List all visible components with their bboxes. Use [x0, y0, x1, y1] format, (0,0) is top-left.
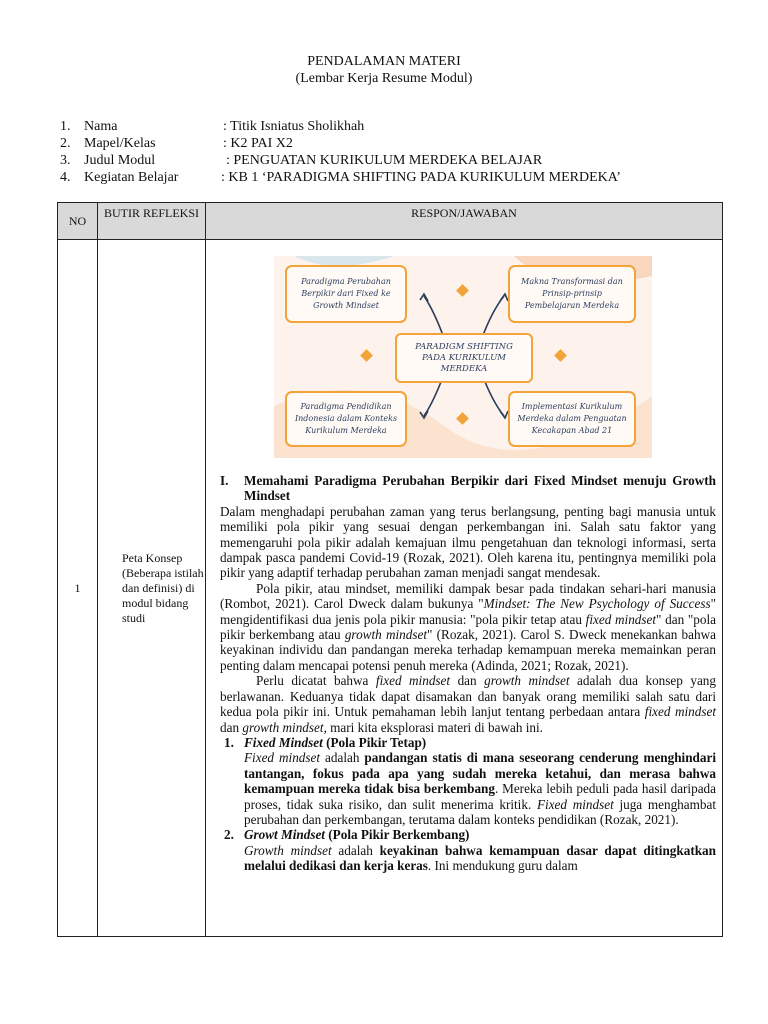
meta-number: 3.: [60, 153, 71, 168]
concept-map-image: [274, 256, 652, 458]
meta-value: : KB 1 ‘PARADIGMA SHIFTING PADA KURIKULUM MERDEKA’: [221, 170, 621, 185]
book-title: Mindset: The New Psychology of Success: [483, 596, 711, 612]
term-fixed: Fixed mindset: [536, 796, 614, 812]
table-row: [58, 240, 723, 937]
text-run: adalah: [331, 842, 380, 858]
meta-number: 1.: [60, 119, 71, 134]
meta-number: 4.: [60, 170, 71, 185]
title-subtitle: (Lembar Kerja Resume Modul): [295, 71, 473, 86]
text-run: adalah dua konsep yang berlawanan. Keduanya tidak dapat disamakan dan banyak orang memiliki salah satu dari kedua pola pikir ini. Untuk pemahaman lebih lanjut tentang perbedaan antara: [220, 673, 716, 720]
text-run: , mari kita eksplorasi materi di bawah ini.: [323, 719, 543, 735]
meta-value: : Titik Isniatus Sholikhah: [223, 119, 365, 134]
document-title: [0, 53, 768, 87]
section-heading: [220, 473, 716, 504]
box-center-line: MERDEKA: [440, 364, 488, 374]
box-bottom-right-line: Merdeka dalam Penguatan: [517, 414, 627, 423]
reflection-table: [57, 202, 723, 937]
text-run: Pola pikir, atau mindset, memiliki dampak besar pada tindakan sehari-hari manusia (Rombot, 2021). Carol Dweck dalam bukunya ": [220, 580, 716, 612]
box-bottom-left-line: Kurikulum Merdeka: [305, 426, 387, 435]
table-header-row: [58, 203, 723, 240]
term-growth: growth mindset: [344, 627, 427, 643]
term-growth: Growth mindset: [244, 842, 332, 858]
paragraph: [220, 504, 716, 581]
box-bottom-right-line: Kecakapan Abad 21: [531, 426, 613, 435]
sub-title-italic: Fixed Mindset: [244, 734, 323, 750]
text-run: . Mereka lebih peduli pada hasil daripada proses, tidak suka risiko, dan sulit menerima kritik.: [244, 781, 716, 812]
row-response: [206, 240, 723, 937]
box-top-right-line: Pembelajaran Merdeka: [524, 301, 620, 310]
header-no: NO: [58, 203, 98, 240]
text-run: juga menghambat perubahan dan perkembangan, terutama dalam konteks pendidikan (Rozak, 2021).: [244, 796, 716, 827]
paragraph-fixed: [220, 750, 716, 827]
response-text: [220, 473, 716, 874]
term-growth: growth mindset: [242, 719, 324, 735]
text-run: adalah: [320, 750, 365, 766]
paragraph-text: Dalam menghadapi perubahan zaman yang terus berlangsung, penting bagi manusia untuk memiliki pola pikir yang sesuai dengan perkembangan ini. Salah satu faktor yang memengaruhi pola pikir adalah kemajuan ilmu pengetahuan dan teknologi informasi, serta dampak pasca pandemi Covid-19 (Rozak, 2021). Oleh karena itu, pentingnya memiliki pola pikir yang adaptif terhadap perubahan zaman menjadi sangat mendesak.: [220, 503, 716, 581]
box-top-right-line: Makna Transformasi dan: [521, 277, 623, 286]
bold-definition: pandangan statis di mana seseorang cenderung menghindari tantangan, fokus pada apa yang sudah mereka ketahui, dan merasa bahwa kemampuan mereka tidak bisa berkembang: [244, 750, 717, 797]
sub-title-rest: (Pola Pikir Tetap): [322, 734, 427, 750]
row-number: 1: [58, 240, 98, 937]
text-run: Perlu dicatat bahwa: [256, 673, 376, 689]
text-run: " mengidentifikasi dua jenis pola pikir manusia: "pola pikir tetap atau: [220, 596, 716, 627]
box-center-line: PADA KURIKULUM: [422, 353, 506, 363]
sub-number: 2.: [224, 827, 234, 843]
subheading-fixed: [220, 735, 716, 750]
text-run: dan: [220, 719, 243, 735]
paragraph: [220, 581, 716, 673]
box-bottom-right-line: Implementasi Kurikulum: [521, 402, 623, 411]
header-respon: RESPON/JAWABAN: [206, 203, 723, 240]
box-top-right-line: Prinsip-prinsip: [542, 289, 602, 298]
sub-number: 1.: [224, 734, 234, 750]
term-fixed: fixed mindset: [375, 673, 451, 689]
text-run: dan: [450, 673, 485, 689]
meta-label: Judul Modul: [84, 153, 156, 168]
term-fixed: Fixed mindset: [244, 750, 321, 766]
box-center-line: PARADIGM SHIFTING: [415, 342, 513, 352]
box-top-left-line: Paradigma Perubahan: [301, 277, 391, 286]
text-run: . Ini mendukung guru dalam: [427, 858, 578, 874]
row-butir: Peta Konsep (Beberapa istilah dan definisi) di modul bidang studi: [98, 240, 206, 937]
term-fixed: fixed mindset: [644, 704, 716, 720]
text-run: " dan "pola pikir berkembang atau: [220, 611, 717, 643]
bold-definition: keyakinan bahwa kemampuan dasar dapat ditingkatkan melalui dedikasi dan kerja keras: [244, 842, 716, 874]
section-title: Memahami Paradigma Perubahan Berpikir dari Fixed Mindset menuju Growth Mindset: [244, 473, 716, 504]
meta-label: Nama: [84, 119, 118, 134]
text-run: " (Rozak, 2021). Carol S. Dweck menekankan bahwa keyakinan individu dan pandangan mereka terhadap kemampuan mereka memainkan peran penting dalam mencapai potensi penuh mereka (Adinda, 2021; Rozak, 2021).: [220, 627, 716, 673]
term-growth: growth mindset: [484, 673, 570, 689]
title-main: PENDALAMAN MATERI: [307, 54, 461, 69]
meta-label: Mapel/Kelas: [84, 136, 156, 151]
paragraph-growth: [220, 843, 716, 874]
box-bottom-left-line: Paradigma Pendidikan: [300, 402, 392, 411]
section-number: I.: [220, 473, 229, 488]
box-top-left-line: Berpikir dari Fixed ke: [301, 289, 391, 298]
meta-value: : K2 PAI X2: [223, 136, 293, 151]
term-fixed: fixed mindset: [585, 611, 657, 627]
box-top-left-line: Growth Mindset: [313, 301, 379, 310]
sub-title-italic: Growt Mindset: [244, 827, 325, 843]
meta-label: Kegiatan Belajar: [84, 170, 179, 185]
meta-value: : PENGUATAN KURIKULUM MERDEKA BELAJAR: [226, 153, 543, 168]
meta-number: 2.: [60, 136, 71, 151]
header-butir: BUTIR REFLEKSI: [98, 203, 206, 240]
subheading-growth: [220, 827, 716, 842]
box-bottom-left-line: Indonesia dalam Konteks: [294, 414, 398, 423]
sub-title-rest: (Pola Pikir Berkembang): [324, 827, 470, 843]
paragraph: [220, 673, 716, 735]
